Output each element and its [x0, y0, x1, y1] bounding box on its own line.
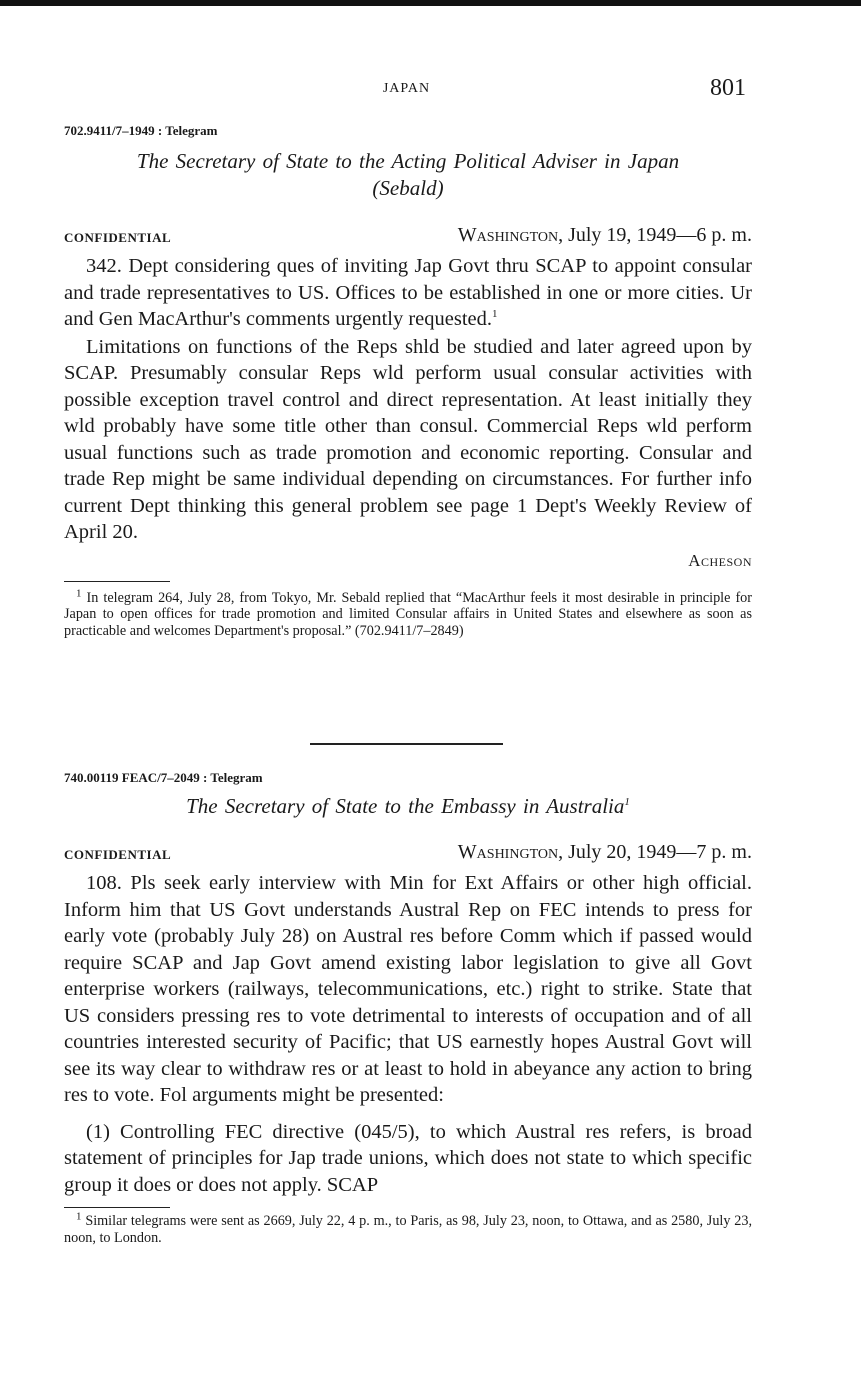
classification: CONFIDENTIAL [64, 847, 172, 862]
footnote-rule [64, 581, 170, 582]
footnote [64, 586, 753, 640]
title-line-1: The Secretary of State to the Acting Political Adviser in Japan [136, 149, 680, 173]
paragraph: (1) Controlling FEC directive (045/5), to which Austral res refers, is broad statement of principles for Jap trade unions, which does not state to which specific group it does or does not apply. SCAP [64, 1120, 752, 1196]
footnote-text: In telegram 264, July 28, from Tokyo, Mr. Sebald replied that “MacArthur feels it most desirable in principle for Japan to open offices for trade promotion and limited Consular affairs in United States and elsewhere as soon as practicable and welcomes Department's proposal.” (702.9411/7–2849) [64, 589, 753, 639]
place: Washington, [457, 224, 564, 246]
place-date [458, 841, 752, 864]
paragraph: 108. Pls seek early interview with Min for Ext Affairs or other high official. Inform him that US Govt understands Austral Rep on FEC intends to press for early vote (probably July 28) on Austral res before Comm which if passed would require SCAP and Jap Govt amend existing labor legislation to give all Govt enterprise workers (railways, telecommunications, etc.) right to strike. State that US considers pressing res to vote detrimental to interests of occupation and of all countries interested security of Pacific; that US earnestly hopes Austral Govt will see its way clear to withdraw res or at least to hold in abeyance any action to bring res to vote. Fol arguments might be presented: [64, 872, 752, 1106]
date: July 20, 1949—7 p. m. [563, 841, 752, 863]
document-1 [64, 123, 752, 639]
section-divider [310, 743, 503, 745]
document-2 [64, 770, 752, 1246]
footnote-marker: 1 [624, 796, 630, 808]
footnote-rule [64, 1207, 170, 1208]
document-title [64, 793, 752, 820]
paragraph [64, 253, 752, 333]
title-line-2: (Sebald) [372, 176, 444, 200]
footnote [64, 1210, 752, 1246]
signature: Acheson [688, 550, 752, 570]
document-title [64, 148, 752, 202]
running-head [0, 75, 861, 102]
place: Washington, [457, 841, 564, 863]
file-reference: 702.9411/7–1949 : Telegram [64, 123, 218, 138]
paragraph-text: 342. Dept considering ques of inviting Jap Govt thru SCAP to appoint consular and trade representatives to US. Offices to be established in one or more cities. Ur and Gen MacArthur's comments urgently requested. [64, 255, 752, 330]
classification: CONFIDENTIAL [64, 230, 172, 245]
running-title: JAPAN [382, 81, 431, 96]
page-number: 801 [710, 75, 746, 101]
dateline [64, 841, 752, 867]
dateline [64, 224, 752, 250]
date: July 19, 1949—6 p. m. [563, 224, 752, 246]
footnote-marker: 1 [76, 1210, 82, 1223]
footnote-text: Similar telegrams were sent as 2669, July 22, 4 p. m., to Paris, as 98, July 23, noon, to Ottawa, and as 2580, July 23, noon, to London. [64, 1213, 752, 1246]
paragraph: Limitations on functions of the Reps shld be studied and later agreed upon by SCAP. Presumably consular Reps wld perform usual consular activities with possible exception travel control and direct representation. At least initially they wld probably have some title other than consul. Commercial Reps wld perform usual functions such as trade promotion and economic reporting. Consular and trade Rep might be same individual depending on circumstances. For further info current Dept thinking this general problem see page 1 Dept's Weekly Review of April 20. [64, 335, 752, 543]
footnote-marker: 1 [492, 308, 498, 321]
footnote-marker: 1 [76, 586, 82, 599]
place-date [458, 224, 752, 247]
top-border [0, 0, 861, 6]
file-reference: 740.00119 FEAC/7–2049 : Telegram [64, 770, 263, 785]
title-text: The Secretary of State to the Embassy in Australia [186, 794, 625, 818]
